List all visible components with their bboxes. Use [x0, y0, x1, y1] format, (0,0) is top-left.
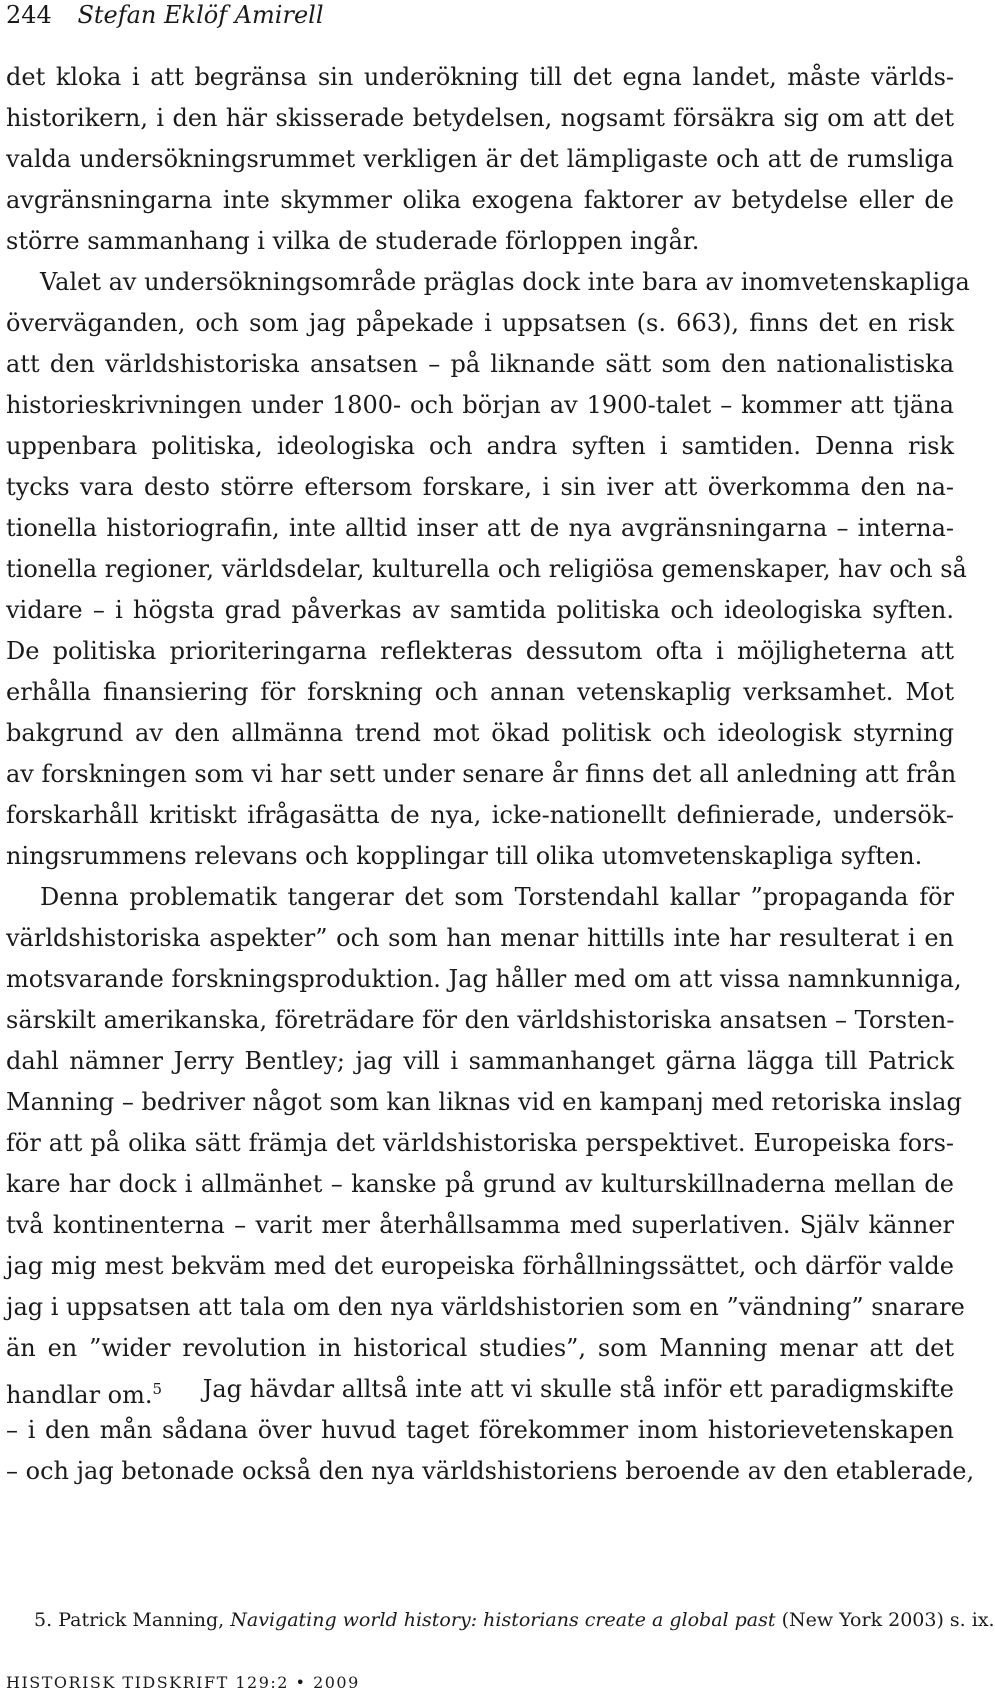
text-line: kare har dock i allmänhet – kanske på grund av kulturskillnaderna mellan de [6, 1170, 954, 1198]
footnote-author: Patrick Manning, [58, 1609, 225, 1631]
text-segment: handlar om.$^5$ [6, 1380, 163, 1409]
text-line: historikern, i den här skisserade betydelsen, nogsamt försäkra sig om att det [6, 104, 954, 132]
text-line: Valet av undersökningsområde präglas dock inte bara av inomvetenskapliga [40, 268, 970, 296]
running-head-author: Stefan Eklöf Amirell [77, 1, 324, 29]
text-line: världshistoriska aspekter” och som han menar hittills inte har resulterat i en [6, 924, 954, 952]
text-line: särskilt amerikanska, företrädare för den världshistoriska ansatsen – Torsten- [6, 1006, 955, 1034]
text-line: två kontinenterna – varit mer återhållsamma med superlativen. Själv känner [6, 1211, 954, 1239]
footnote-reference[interactable]: 5 [152, 1380, 163, 1398]
text-line: dahl nämner Jerry Bentley; jag vill i sammanhanget gärna lägga till Patrick [6, 1047, 954, 1075]
text-line: tycks vara desto större eftersom forskare, i sin iver att överkomma den na- [6, 473, 954, 501]
text-line: överväganden, och som jag påpekade i uppsatsen (s. 663), finns det en risk [6, 309, 954, 337]
text-line: för att på olika sätt främja det världshistoriska perspektivet. Europeiska fors- [6, 1129, 954, 1157]
text-line: De politiska prioriteringarna reflekteras dessutom ofta i möjligheterna att [6, 637, 954, 665]
text-line: uppenbara politiska, ideologiska och andra syften i samtiden. Denna risk [6, 432, 954, 460]
text-line: avgränsningarna inte skymmer olika exogena faktorer av betydelse eller de [6, 186, 954, 214]
page-number: 244 [6, 1, 52, 29]
footnote-publication: (New York 2003) s. ix. [781, 1609, 995, 1631]
text-line: Manning – bedriver något som kan liknas vid en kampanj med retoriska inslag [6, 1088, 962, 1116]
footnote-title: Navigating world history: historians create a global past [230, 1609, 776, 1631]
text-line: jag mig mest bekväm med det europeiska förhållningssättet, och därför valde [6, 1252, 954, 1280]
text-line: det kloka i att begränsa sin underökning till det egna landet, måste världs- [6, 63, 954, 91]
text-line: än en ”wider revolution in historical studies”, som Manning menar att det [6, 1334, 954, 1362]
text-line: bakgrund av den allmänna trend mot ökad politisk och ideologisk styrning [6, 719, 954, 747]
text-line: Denna problematik tangerar det som Torstendahl kallar ”propaganda för [40, 883, 954, 911]
footnote-number: 5. [34, 1609, 53, 1631]
text-line: forskarhåll kritiskt ifrågasätta de nya, icke-nationellt definierade, undersök- [6, 801, 954, 829]
text-line: erhålla finansiering för forskning och annan vetenskaplig verksamhet. Mot [6, 678, 954, 706]
text-line: större sammanhang i vilka de studerade förloppen ingår. [6, 227, 700, 255]
text-line: vidare – i högsta grad påverkas av samtida politiska och ideologiska syften. [6, 596, 954, 624]
text-line-with-footnote-ref [6, 1374, 954, 1410]
text-segment: Jag hävdar alltså inte att vi skulle stå inför ett paradigmskifte [202, 1375, 954, 1403]
text-line: av forskningen som vi har sett under senare år finns det all anledning att från [6, 760, 957, 788]
text-line: ningsrummens relevans och kopplingar till olika utomvetenskapliga syften. [6, 842, 923, 870]
journal-footer: HISTORISK TIDSKRIFT 129:2 • 2009 [6, 1673, 360, 1692]
text-line: motsvarande forskningsproduktion. Jag håller med om att vissa namnkunniga, [6, 965, 962, 993]
text-line: att den världshistoriska ansatsen – på liknande sätt som den nationalistiska [6, 350, 954, 378]
text-line: tionella historiografin, inte alltid inser att de nya avgränsningarna – interna- [6, 514, 954, 542]
running-header [6, 0, 324, 32]
text-line: historieskrivningen under 1800- och början av 1900-talet – kommer att tjäna [6, 391, 954, 419]
text-line: tionella regioner, världsdelar, kulturella och religiösa gemenskaper, hav och så [6, 555, 967, 583]
text-line: jag i uppsatsen att tala om den nya världshistorien som en ”vändning” snarare [6, 1293, 965, 1321]
text-line: – i den mån sådana över huvud taget förekommer inom historievetenskapen [6, 1416, 954, 1444]
text-line: – och jag betonade också den nya världshistoriens beroende av den etablerade, [6, 1457, 975, 1485]
text-line: valda undersökningsrummet verkligen är det lämpligaste och att de rumsliga [6, 145, 954, 173]
footnote [34, 1608, 995, 1632]
